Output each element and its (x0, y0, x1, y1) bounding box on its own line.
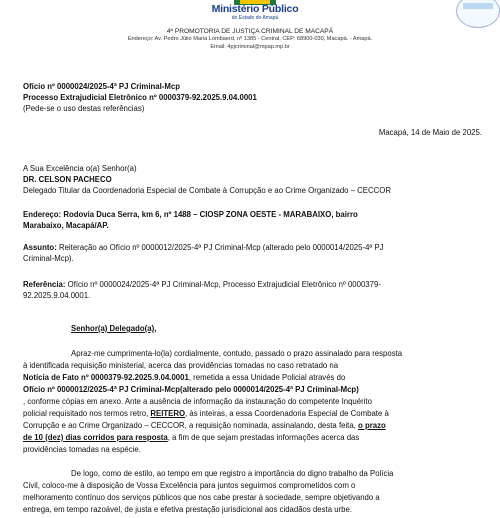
prazo-emphasis-1: o prazo (358, 421, 386, 430)
header-address: Endereço: Av. Pedro Júlio Maria Lombaerd, nº 1385 - Central, CEP: 68900-030, Macapá. - Amapá. (127, 36, 373, 42)
p1-line-3-tail: , remetida a essa Unidade Policial através do (188, 373, 346, 382)
p1-line-4: Ofício nº 0000012/2025-4ª PJ Criminal-Mcp(alterado pelo 0000014/2025-4ª PJ Criminal-Mcp) (23, 385, 359, 394)
mp-logo (210, 0, 300, 22)
p1-line-2: à identificada requisição ministerial, acerca das providências tomadas no caso retratado na (23, 361, 339, 370)
referencia-line-1 (23, 280, 381, 290)
reference-note: (Pede-se o uso destas referências) (23, 104, 145, 113)
p1-line-6-head: policial requisitado nos termos retro, (23, 409, 149, 418)
p1-line-9: providências tomadas na espécie. (23, 445, 141, 454)
address-line-1 (23, 210, 358, 220)
oficio-number: Ofício nº 0000024/2025-4ª PJ Criminal-Mcp (23, 82, 180, 91)
p1-line-7 (23, 421, 386, 431)
logo-title: Ministério Público (211, 3, 299, 15)
address-label: Endereço: (23, 210, 62, 219)
p1-line-8 (23, 433, 359, 443)
p1-line-3 (23, 373, 345, 383)
vocative: Senhor(a) Delegado(a), (71, 324, 157, 333)
recipient-title: Delegado Titular da Coordenadoria Especial de Combate à Corrupção e ao Crime Organizado – CECCOR (23, 186, 391, 195)
reitero-emphasis: REITERO (150, 409, 186, 418)
place-date: Macapá, 14 de Maio de 2025. (378, 128, 482, 137)
processo-number: Processo Extrajudicial Eletrônico nº 0000379-92.2025.9.04.0001 (23, 93, 257, 102)
p1-line-8-tail: , a fim de que sejam prestadas informações acerca das (167, 433, 360, 442)
p1-line-6 (23, 409, 389, 419)
referencia-label: Referência: (23, 280, 66, 289)
p1-line-1: Apraz-me cumprimenta-lo(la) cordialmente, contudo, passado o prazo assinalado para resposta (71, 349, 403, 358)
promotoria-name: 4ª PROMOTORIA DE JUSTIÇA CRIMINAL DE MACAPÁ (166, 28, 334, 35)
subject-label: Assunto: (23, 243, 57, 252)
address-line-2: Marabaixo, Macapá/AP. (23, 221, 109, 230)
p1-line-5: , conforme cópias em anexo. Ante a ausência de informação da instauração do competente Inquérito (23, 397, 372, 406)
p2-line-3: melhoramento contínuo dos serviços públicos que nos cabe prestar à sociedade, sempre objetivando a (23, 493, 380, 502)
p1-line-6-tail: , às inteiras, a essa Coordenadoria Especial de Combate à (185, 409, 389, 418)
p2-line-2: Civil, coloco-me à disposição de Vossa Excelência para juntos seguirmos comprometidos com o (23, 481, 356, 490)
vocative-text: Senhor(a) Delegado(a) (71, 324, 155, 333)
referencia-line-2: 92.2025.9.04.0001. (23, 291, 91, 300)
p1-line-7-head: Corrupção e ao Crime Organizado – CECCOR, a requisição nominada, assinalando, desta feita, (23, 421, 356, 430)
noticia-de-fato: Notícia de Fato nº 0000379-92.2025.9.04.0001 (23, 373, 189, 382)
referencia-text: Ofício nº 0000024/2025-4ª PJ Criminal-Mcp, Processo Extrajudicial Eletrônico nº 0000379- (67, 280, 381, 289)
header-email: Email: 4pjcriminal@mpap.mp.br (210, 44, 290, 50)
subject-text: Reiteração ao Ofício nº 0000012/2025-4ª PJ Criminal-Mcp (alterado pelo 0000014/2025-4ª PJ (58, 243, 384, 252)
salutation: A Sua Excelência o(a) Senhor(a) (23, 164, 137, 173)
subject-line-2: Criminal-Mcp). (23, 254, 74, 263)
p2-line-1: De logo, como de estilo, ao tempo em que registro a importância do digno trabalho da Polícia (71, 469, 394, 478)
p2-line-4: entrega, em tempo razoável, de justa e efetiva prestação jurisdicional aos cidadãos desta urbe. (23, 505, 352, 514)
prazo-emphasis-2: de 10 (dez) dias corridos para resposta (23, 433, 168, 442)
subject-line-1 (23, 243, 384, 253)
seal-icon (456, 0, 500, 28)
recipient-name: DR. CELSON PACHECO (23, 175, 112, 184)
address-text: Rodovia Duca Serra, km 6, nº 1488 – CIOSP ZONA OESTE - MARABAIXO, bairro (63, 210, 358, 219)
letterhead (0, 0, 500, 70)
logo-subtitle: do Estado do Amapá (231, 15, 279, 21)
